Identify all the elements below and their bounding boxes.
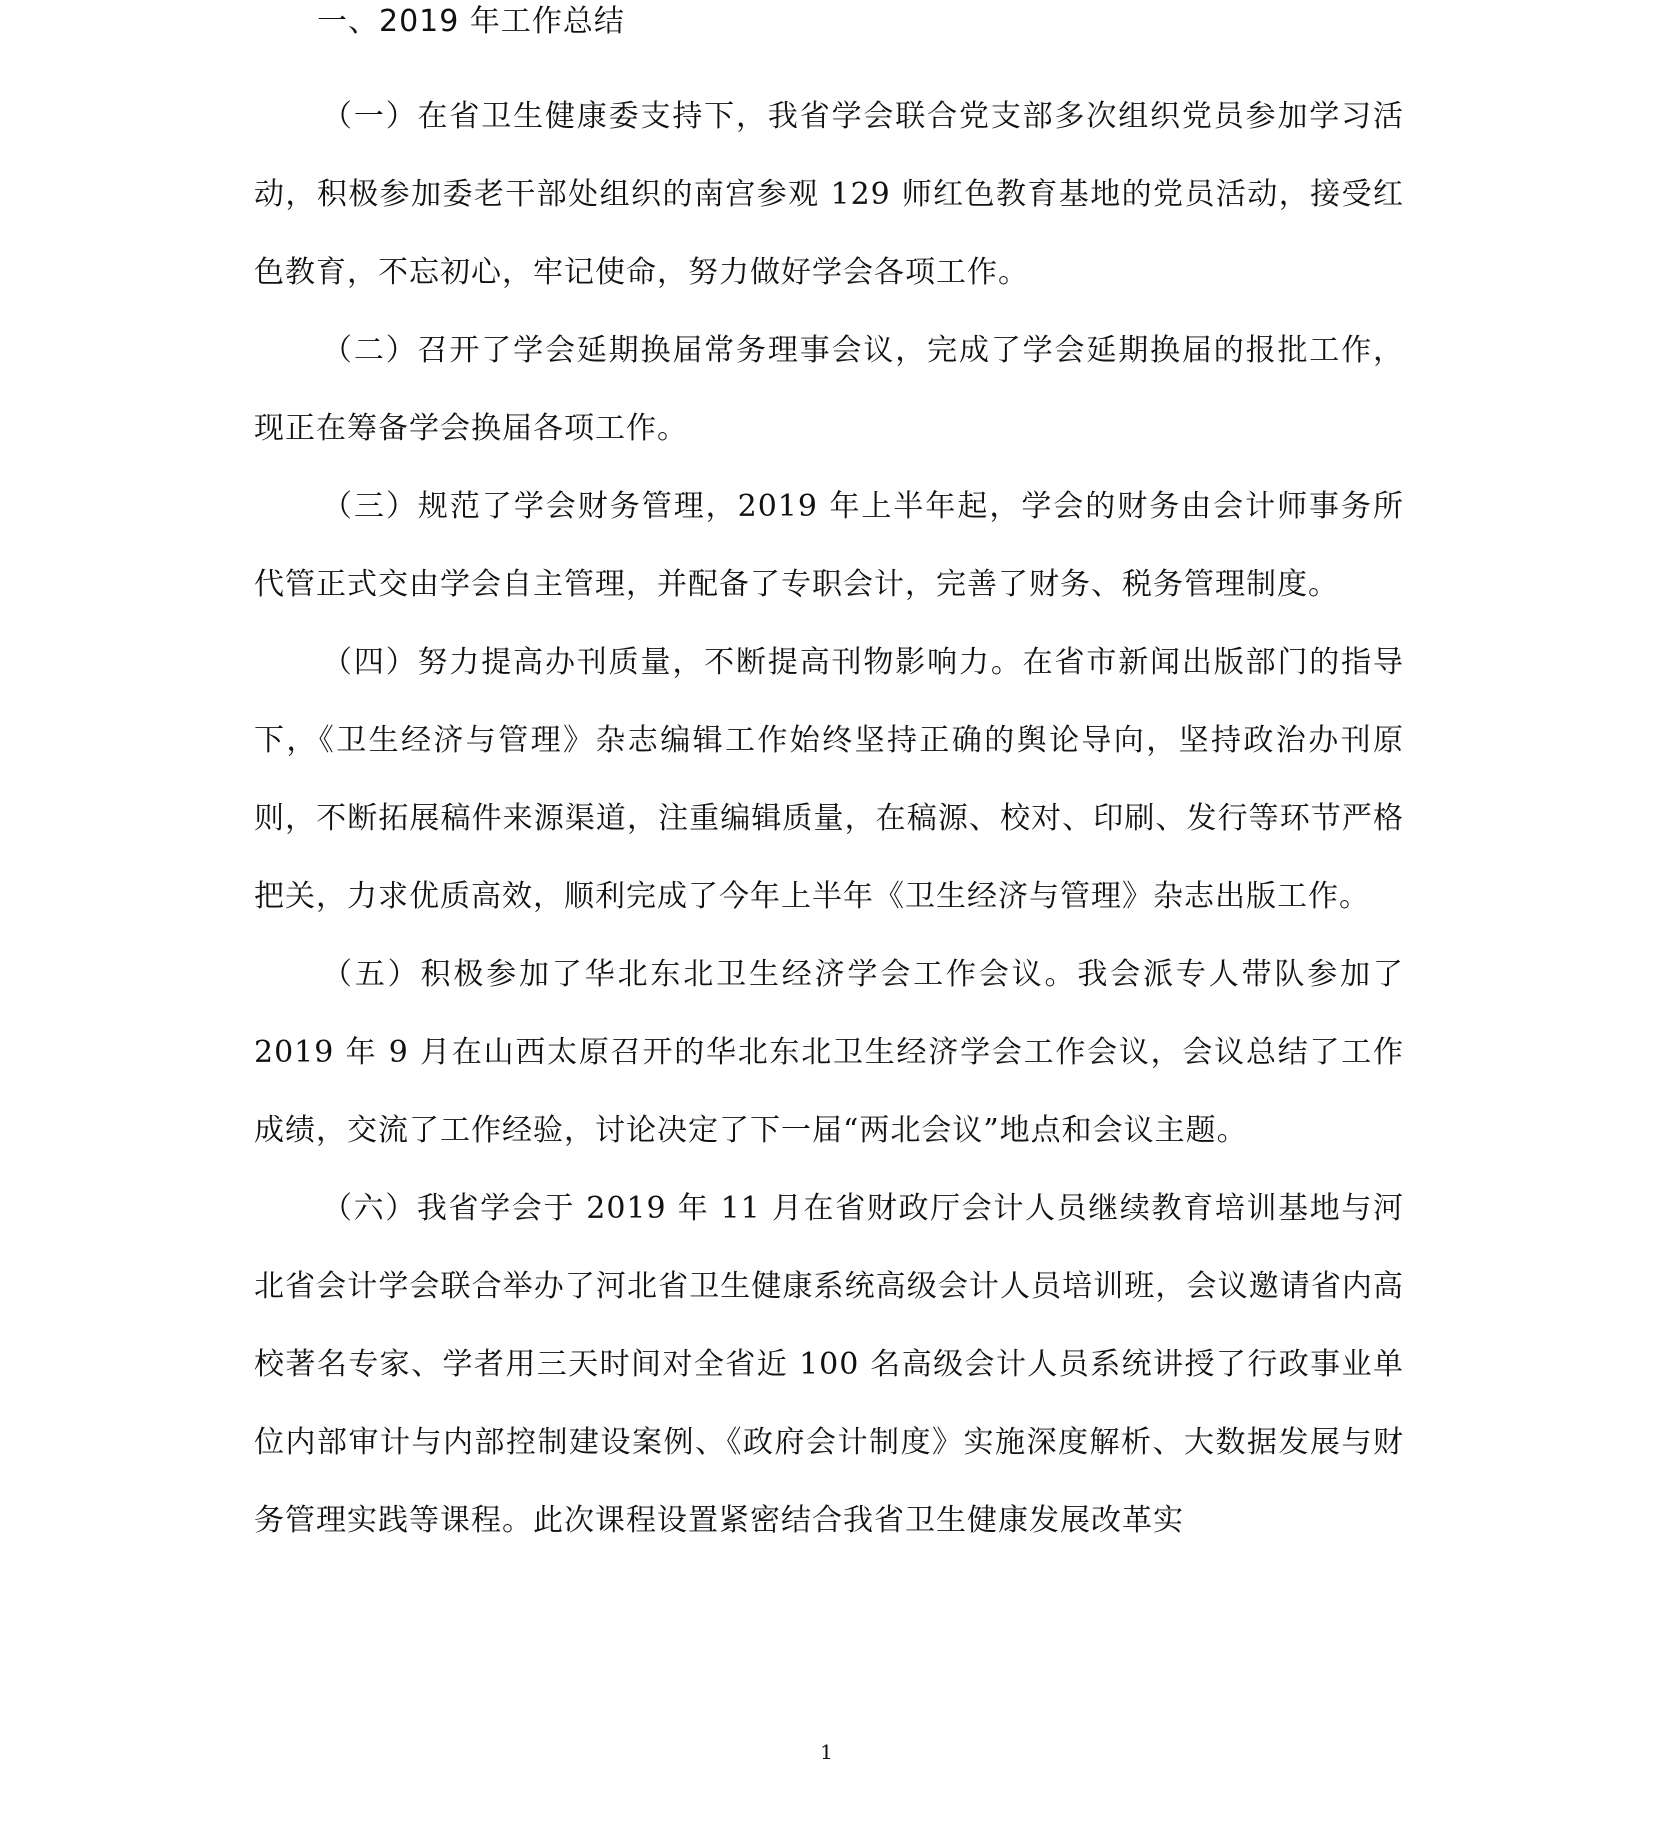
paragraph-label: （五） xyxy=(322,957,421,992)
paragraph-text: 我省学会于 2019 年 11 月在省财政厅会计人员继续教育培训基地与河北省会计学会联合举办了河北省卫生健康系统高级会计人员培训班，会议邀请省内高校著名专家、学者用三天时间对全省近 100 名高级会计人员系统讲授了行政事业单位内部审计与内部控制建设案例、《政府会计制度》实施深度解析、大数据发展与财务管理实践等课程。此次课程设置紧密结合我省卫生健康发展改革实 xyxy=(254,1191,1404,1538)
paragraph-label: （六） xyxy=(322,1191,417,1226)
paragraph-text: 规范了学会财务管理，2019 年上半年起，学会的财务由会计师事务所代管正式交由学会自主管理，并配备了专职会计，完善了财务、税务管理制度。 xyxy=(254,489,1405,602)
paragraph-label: （二） xyxy=(322,333,418,368)
document-body xyxy=(254,78,1404,1560)
paragraph-2 xyxy=(254,312,1404,468)
paragraph-5 xyxy=(254,936,1404,1170)
paragraph-text: 努力提高办刊质量，不断提高刊物影响力。在省市新闻出版部门的指导下，《卫生经济与管理》杂志编辑工作始终坚持正确的舆论导向，坚持政治办刊原则，不断拓展稿件来源渠道，注重编辑质量，在稿源、校对、印刷、发行等环节严格把关，力求优质高效，顺利完成了今年上半年《卫生经济与管理》杂志出版工作。 xyxy=(254,645,1405,914)
paragraph-text: 在省卫生健康委支持下，我省学会联合党支部多次组织党员参加学习活动，积极参加委老干部处组织的南宫参观 129 师红色教育基地的党员活动，接受红色教育，不忘初心，牢记使命，努力做好学会各项工作。 xyxy=(254,99,1405,290)
paragraph-1 xyxy=(254,78,1404,312)
paragraph-label: （三） xyxy=(322,489,418,524)
paragraph-3 xyxy=(254,468,1404,624)
section-heading: 一、2019 年工作总结 xyxy=(317,4,625,39)
paragraph-label: （四） xyxy=(322,645,418,680)
paragraph-text: 积极参加了华北东北卫生经济学会工作会议。我会派专人带队参加了 2019 年 9 月在山西太原召开的华北东北卫生经济学会工作会议，会议总结了工作成绩，交流了工作经验，讨论决定了下一届“两北会议”地点和会议主题。 xyxy=(254,957,1404,1148)
page-number: 1 xyxy=(820,1740,833,1764)
paragraph-4 xyxy=(254,624,1404,936)
paragraph-text: 召开了学会延期换届常务理事会议，完成了学会延期换届的报批工作，现正在筹备学会换届各项工作。 xyxy=(254,333,1405,446)
paragraph-label: （一） xyxy=(322,99,418,134)
paragraph-6 xyxy=(254,1170,1404,1560)
